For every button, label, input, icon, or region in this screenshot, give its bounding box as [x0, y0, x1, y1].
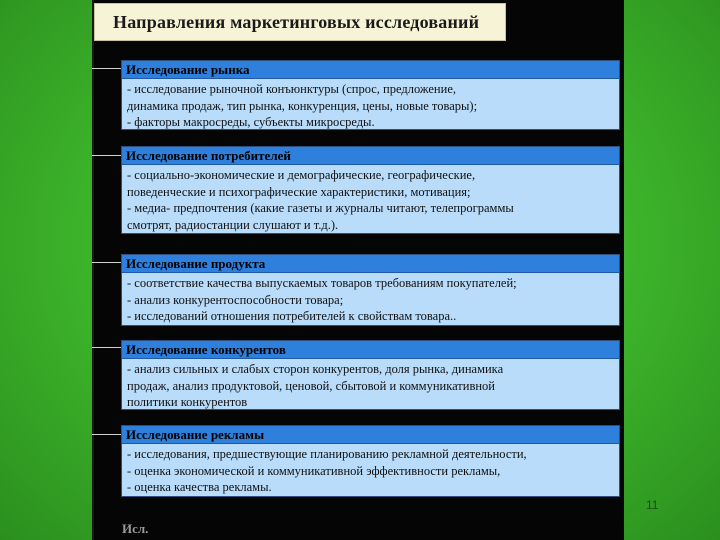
connector-5 — [92, 434, 121, 435]
section-heading: Исследование продукта — [122, 255, 619, 273]
section-heading: Исследование потребителей — [122, 147, 619, 165]
section-heading: Исследование конкурентов — [122, 341, 619, 359]
connector-3 — [92, 262, 121, 263]
connector-2 — [92, 155, 121, 156]
section-line: - исследований отношения потребителей к свойствам товара.. — [127, 309, 457, 323]
section-heading: Исследование рекламы — [122, 426, 619, 444]
section-product-research — [121, 254, 620, 326]
section-body — [122, 444, 619, 500]
section-line: - анализ конкурентоспособности товара; — [127, 292, 344, 307]
connector-4 — [92, 347, 121, 348]
section-body — [122, 273, 619, 329]
section-line: - оценка экономической и коммуникативной эффективности рекламы, — [127, 463, 501, 478]
section-line: политики конкурентов — [127, 395, 248, 409]
section-line: продаж, анализ продуктовой, ценовой, сбытовой и коммуникативной — [127, 378, 495, 393]
section-consumer-research — [121, 146, 620, 234]
section-line: - социально-экономические и демографические, географические, — [127, 168, 476, 182]
section-line: - медиа- предпочтения (какие газеты и журналы читают, телепрограммы — [127, 201, 514, 215]
section-line: поведенческие и психографические характеристики, мотивация; — [127, 184, 471, 199]
section-competitor-research — [121, 340, 620, 410]
page-number: 11 — [646, 498, 659, 512]
section-body — [122, 359, 619, 415]
section-line: - оценка качества рекламы. — [127, 480, 272, 494]
section-market-research — [121, 60, 620, 130]
section-line: - исследования, предшествующие планированию рекламной деятельности, — [127, 447, 527, 461]
section-line: - анализ сильных и слабых сторон конкурентов, доля рынка, динамика — [127, 362, 504, 376]
section-line: динамика продаж, тип рынка, конкуренция, цены, новые товары); — [127, 98, 478, 113]
section-heading: Исследование рынка — [122, 61, 619, 79]
footer-mark: Исл. — [122, 521, 149, 536]
section-line: смотрят, радиостанции слушают и т.д.). — [127, 217, 339, 232]
section-line: - исследование рыночной конъюнктуры (спрос, предложение, — [127, 82, 456, 96]
diagram-spine — [92, 0, 94, 540]
section-advertising-research — [121, 425, 620, 497]
section-line: - соответствие качества выпускаемых товаров требованиям покупателей; — [127, 276, 517, 290]
section-body — [122, 165, 619, 237]
section-body — [122, 79, 619, 135]
diagram-title: Направления маркетинговых исследований — [94, 3, 506, 41]
section-line: - факторы макросреды, субъекты микросреды. — [127, 115, 375, 129]
connector-1 — [92, 68, 121, 69]
